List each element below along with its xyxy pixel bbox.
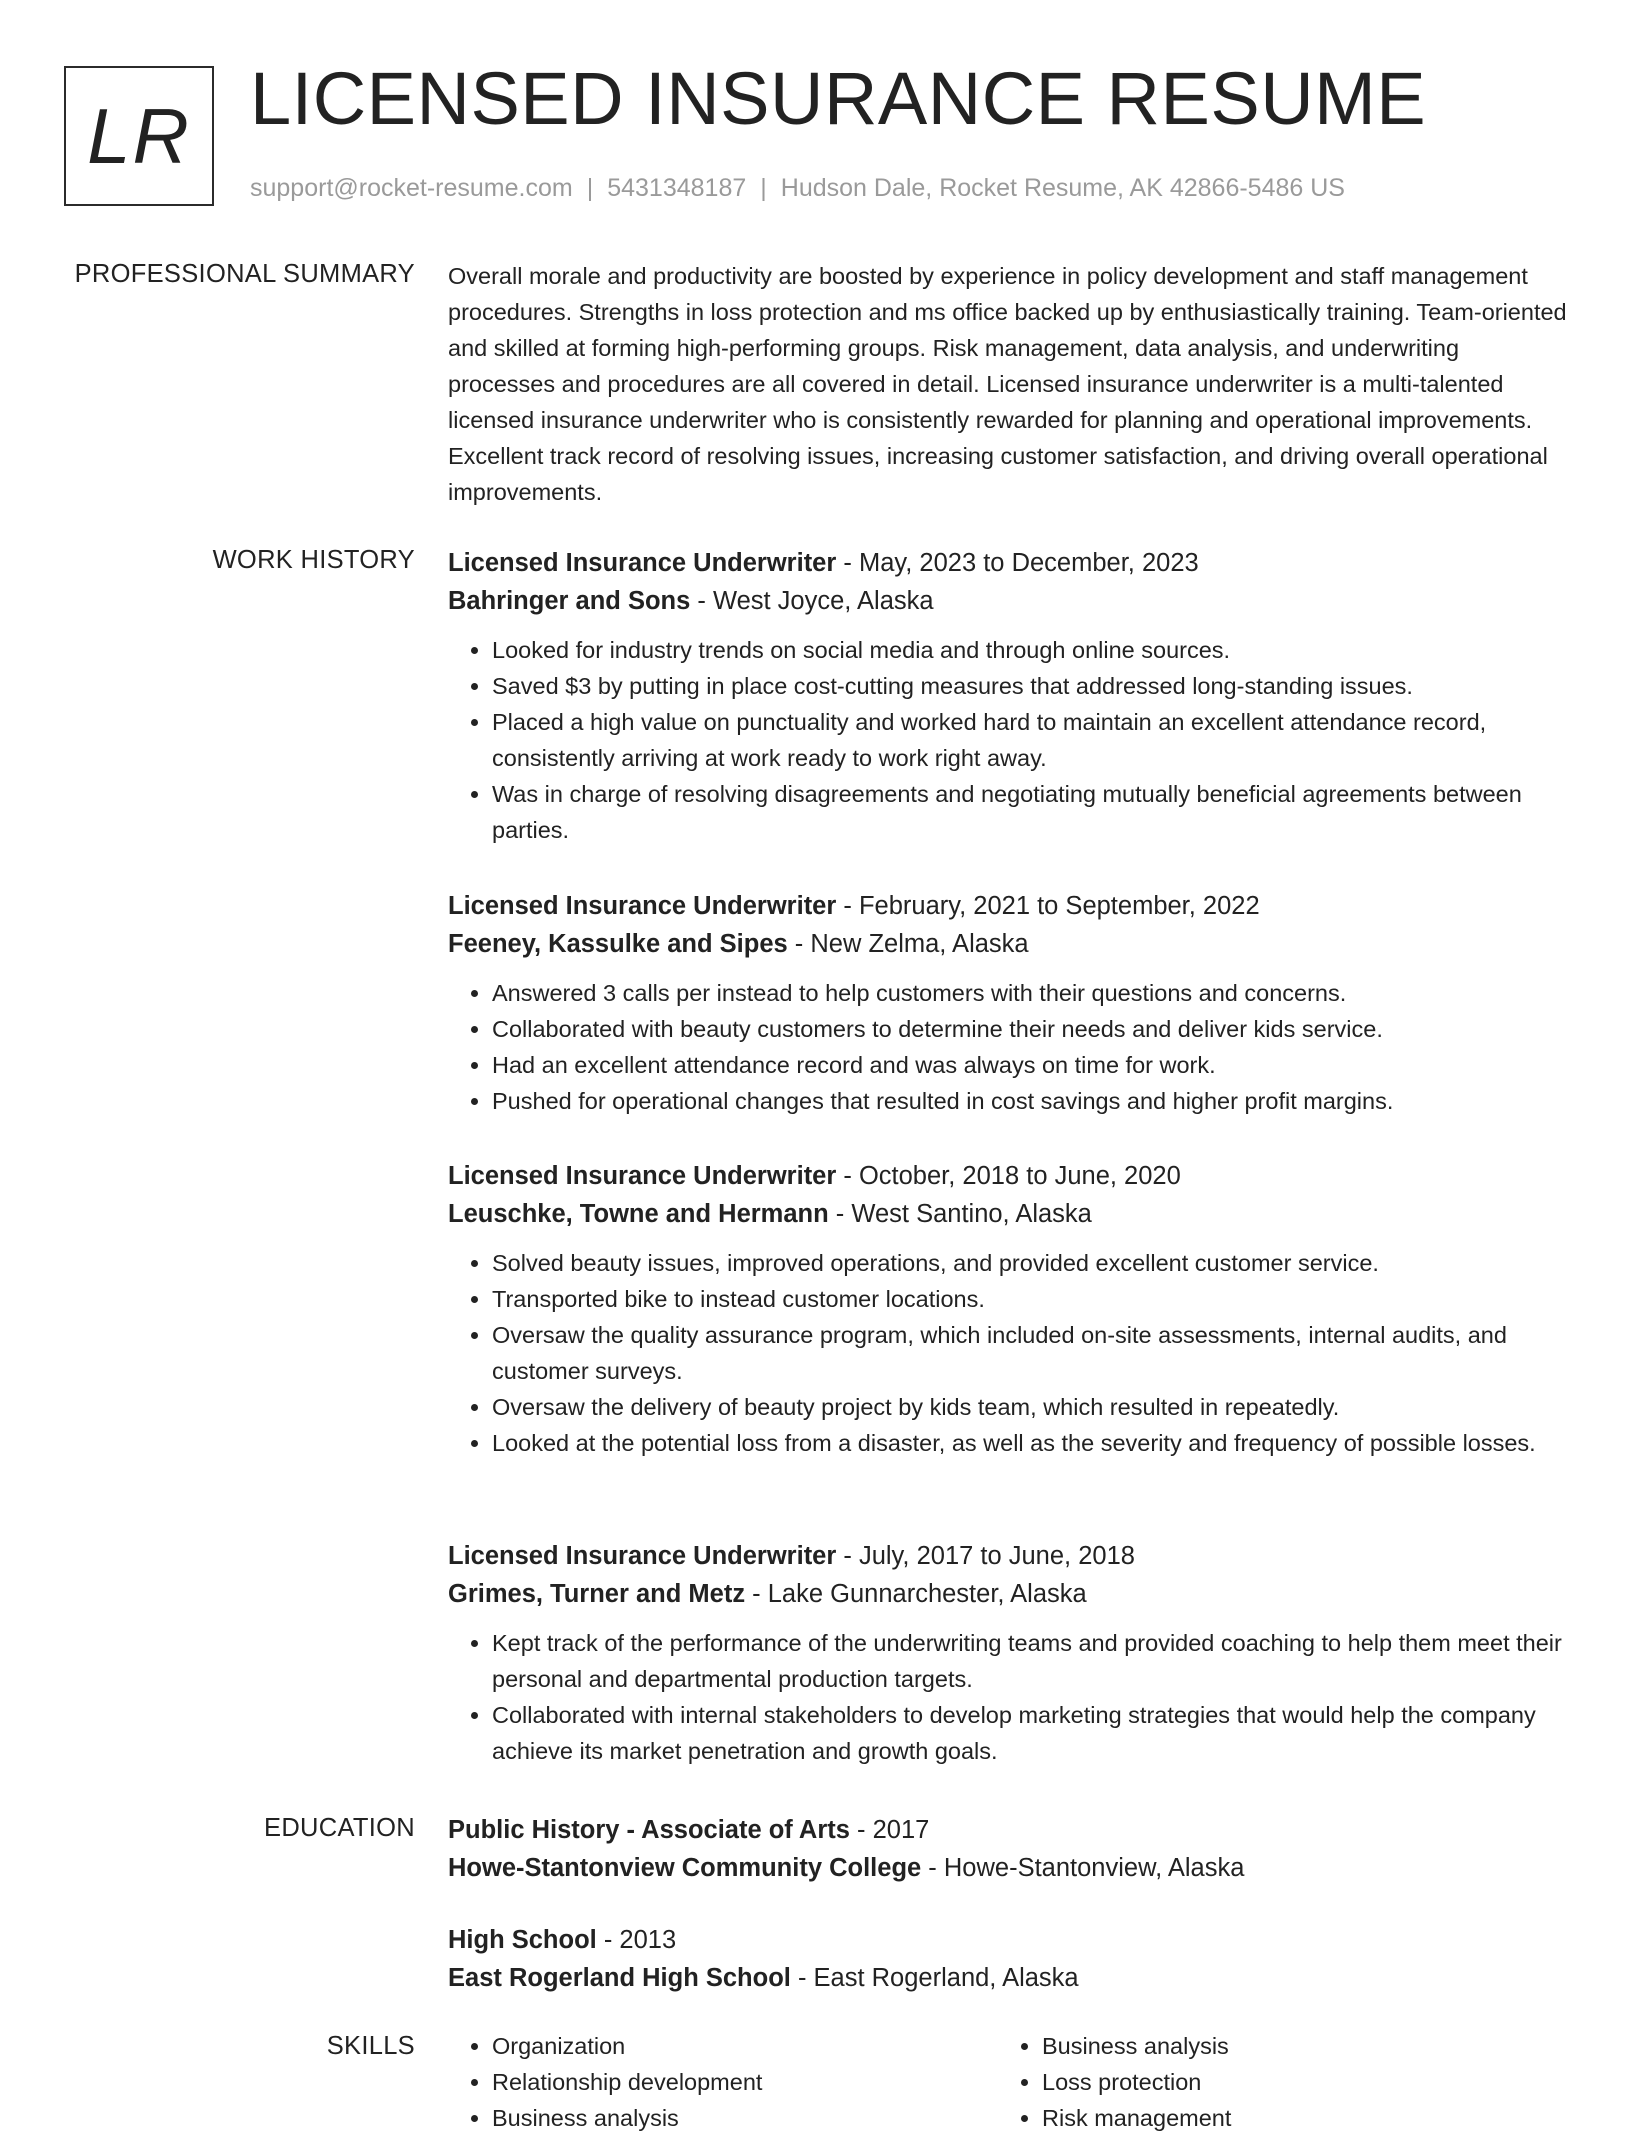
job-title: Licensed Insurance Underwriter <box>448 1542 837 1570</box>
list-item: • Answered 3 calls per instead to help customers with their questions and concerns. <box>492 975 1568 1011</box>
summary-text: Overall morale and productivity are boosted by experience in policy development and staff management procedures. Strengths in loss protection and ms office backed up by enthusiastically training. Team-oriented and skilled at forming high-performing groups. Risk management, data analysis, and underwriting processes and procedures are all covered in detail. Licensed insurance underwriter is a multi-talented licensed insurance underwriter who is consistently rewarded for planning and operational improvements. Excellent track record of resolving issues, increasing customer satisfaction, and driving overall operational improvements. <box>448 263 1567 505</box>
contact-address: Hudson Dale, Rocket Resume, AK 42866-5486 US <box>780 174 1345 202</box>
job-company-line <box>448 1195 1568 1233</box>
job-entry <box>448 887 1568 1119</box>
list-item: • Loss protection <box>1042 2064 1548 2100</box>
job-bullets <box>448 1625 1568 1769</box>
job-entry <box>448 544 1568 848</box>
contact-separator: | <box>760 174 767 202</box>
section-label-summary: PROFESSIONAL SUMMARY <box>74 260 415 288</box>
list-item: • Oversaw the delivery of beauty project by kids team, which resulted in repeatedly. <box>492 1389 1568 1425</box>
list-item: • Risk management <box>1042 2100 1548 2136</box>
skills-list <box>448 2028 1568 2136</box>
list-item: • Looked for industry trends on social media and through online sources. <box>492 632 1568 668</box>
job-bullets <box>448 632 1568 848</box>
job-entry <box>448 1157 1568 1461</box>
education-degree-line <box>448 1811 1568 1849</box>
list-item: • Business analysis <box>1042 2028 1548 2064</box>
section-label-work-history: WORK HISTORY <box>212 546 415 574</box>
job-location: - Lake Gunnarchester, Alaska <box>745 1580 1087 1608</box>
job-title-line <box>448 1537 1568 1575</box>
list-item: • Was in charge of resolving disagreements and negotiating mutually beneficial agreements between parties. <box>492 776 1568 848</box>
education-location: - Howe-Stantonview, Alaska <box>921 1854 1245 1882</box>
job-dates: - February, 2021 to September, 2022 <box>836 892 1260 920</box>
education-location: - East Rogerland, Alaska <box>790 1964 1079 1992</box>
education-school: East Rogerland High School <box>448 1964 791 1992</box>
section-label-education: EDUCATION <box>264 1814 415 1842</box>
education-school-line <box>448 1959 1568 1997</box>
list-item: • Solved beauty issues, improved operations, and provided excellent customer service. <box>492 1245 1568 1281</box>
list-item: • Collaborated with beauty customers to determine their needs and deliver kids service. <box>492 1011 1568 1047</box>
list-item: • Kept track of the performance of the underwriting teams and provided coaching to help them meet their personal and departmental production targets. <box>492 1625 1568 1697</box>
contact-separator: | <box>586 174 594 202</box>
education-school-line <box>448 1849 1568 1887</box>
education-degree: Public History - Associate of Arts <box>448 1816 850 1844</box>
list-item: • Organization <box>492 2028 998 2064</box>
job-dates: - May, 2023 to December, 2023 <box>836 549 1199 577</box>
list-item: • Looked at the potential loss from a disaster, as well as the severity and frequency of possible losses. <box>492 1425 1568 1461</box>
job-location: - West Santino, Alaska <box>828 1200 1092 1228</box>
job-company-line <box>448 1575 1568 1613</box>
job-entry <box>448 1537 1568 1769</box>
page-title: LICENSED INSURANCE RESUME <box>250 57 1427 140</box>
contact-line <box>250 174 1345 203</box>
list-item: • Saved $3 by putting in place cost-cutting measures that addressed long-standing issues. <box>492 668 1568 704</box>
list-item: • Placed a high value on punctuality and worked hard to maintain an excellent attendance record, consistently arriving at work ready to work right away. <box>492 704 1568 776</box>
education-school: Howe-Stantonview Community College <box>448 1854 922 1882</box>
list-item: • Had an excellent attendance record and was always on time for work. <box>492 1047 1568 1083</box>
job-company: Feeney, Kassulke and Sipes <box>448 930 788 958</box>
job-dates: - October, 2018 to June, 2020 <box>836 1162 1181 1190</box>
job-company: Leuschke, Towne and Hermann <box>448 1200 829 1228</box>
education-year: - 2013 <box>596 1926 677 1954</box>
list-item: • Collaborated with internal stakeholders to develop marketing strategies that would help the company achieve its market penetration and growth goals. <box>492 1697 1568 1769</box>
job-location: - West Joyce, Alaska <box>690 587 934 615</box>
education-entry <box>448 1921 1568 1997</box>
job-title-line <box>448 544 1568 582</box>
job-title-line <box>448 887 1568 925</box>
job-title: Licensed Insurance Underwriter <box>448 549 837 577</box>
job-title-line <box>448 1157 1568 1195</box>
job-location: - New Zelma, Alaska <box>787 930 1029 958</box>
skills-column-left <box>448 2028 998 2136</box>
job-company: Grimes, Turner and Metz <box>448 1580 746 1608</box>
job-company: Bahringer and Sons <box>448 587 691 615</box>
job-bullets <box>448 1245 1568 1461</box>
skills-column-right <box>998 2028 1548 2136</box>
job-company-line <box>448 582 1568 620</box>
monogram: LR <box>64 66 214 206</box>
education-degree: High School <box>448 1926 597 1954</box>
job-title: Licensed Insurance Underwriter <box>448 1162 837 1190</box>
list-item: • Business analysis <box>492 2100 998 2136</box>
list-item: • Transported bike to instead customer locations. <box>492 1281 1568 1317</box>
contact-phone: 5431348187 <box>607 174 747 202</box>
list-item: • Pushed for operational changes that resulted in cost savings and higher profit margins. <box>492 1083 1568 1119</box>
list-item: • Relationship development <box>492 2064 998 2100</box>
education-year: - 2017 <box>849 1816 930 1844</box>
job-bullets <box>448 975 1568 1119</box>
education-entry <box>448 1811 1568 1887</box>
list-item: • Oversaw the quality assurance program, which included on-site assessments, internal audits, and customer surveys. <box>492 1317 1568 1389</box>
contact-email: support@rocket-resume.com <box>250 174 573 202</box>
job-company-line <box>448 925 1568 963</box>
job-dates: - July, 2017 to June, 2018 <box>836 1542 1135 1570</box>
section-label-skills: SKILLS <box>326 2032 415 2060</box>
job-title: Licensed Insurance Underwriter <box>448 892 837 920</box>
education-degree-line <box>448 1921 1568 1959</box>
